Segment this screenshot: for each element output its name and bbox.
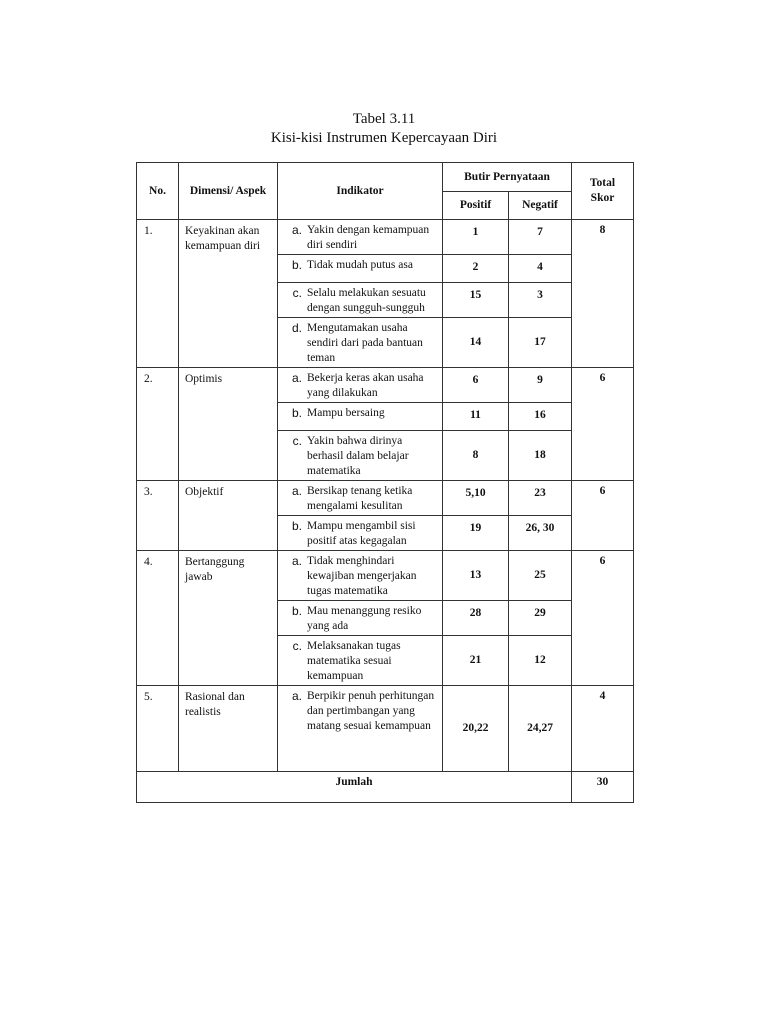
positif-value: 14 [443,318,509,368]
indicator-text: Bekerja keras akan usaha yang dilakukan [307,372,424,399]
indicator-cell [278,431,443,481]
indicator-letter: b. [291,406,302,420]
header-negatif: Negatif [509,192,572,220]
positif-value: 19 [443,516,509,551]
indicator-letter: d. [291,321,302,335]
jumlah-total: 30 [572,772,634,803]
header-no: No. [137,163,179,220]
indicator-cell [278,686,443,772]
negatif-value: 23 [509,481,572,516]
header-total-skor: Total Skor [572,163,634,220]
indicator-letter: a. [291,223,302,237]
table-row [137,551,634,601]
table-row [137,481,634,516]
header-butir-pernyataan: Butir Pernyataan [443,163,572,192]
indicator-text: Mampu bersaing [307,407,385,419]
indicator-text: Bersikap tenang ketika mengalami kesulitan [307,485,413,512]
negatif-value: 24,27 [509,686,572,772]
aspect-name: Objektif [179,481,278,551]
negatif-value: 4 [509,255,572,283]
total-skor-value: 6 [572,551,634,686]
positif-value: 1 [443,220,509,255]
indicator-cell [278,318,443,368]
indicator-letter: a. [291,554,302,568]
indicator-letter: a. [291,371,302,385]
indicator-text: Selalu melakukan sesuatu dengan sungguh-sungguh [307,287,426,314]
indicator-cell [278,516,443,551]
indicator-cell [278,368,443,403]
indicator-letter: b. [291,258,302,272]
indicator-letter: c. [292,434,302,448]
indicator-text: Tidak mudah putus asa [307,259,413,271]
negatif-value: 3 [509,283,572,318]
row-number: 4. [137,551,179,686]
indicator-letter: a. [291,484,302,498]
indicator-cell [278,283,443,318]
total-skor-value: 6 [572,368,634,481]
row-number: 2. [137,368,179,481]
negatif-value: 25 [509,551,572,601]
negatif-value: 9 [509,368,572,403]
indicator-text: Mampu mengambil sisi positif atas kegagalan [307,520,416,547]
indicator-cell [278,220,443,255]
negatif-value: 17 [509,318,572,368]
positif-value: 20,22 [443,686,509,772]
table-number: Tabel 3.11 [352,111,416,127]
indicator-letter: c. [292,286,302,300]
total-skor-value: 6 [572,481,634,551]
negatif-value: 26, 30 [509,516,572,551]
row-number: 5. [137,686,179,772]
indicator-text: Melaksanakan tugas matematika sesuai kemampuan [307,640,401,682]
aspect-name: Keyakinan akan kemampuan diri [179,220,278,368]
positif-value: 13 [443,551,509,601]
negatif-value: 7 [509,220,572,255]
positif-value: 21 [443,636,509,686]
header-indikator: Indikator [278,163,443,220]
positif-value: 28 [443,601,509,636]
table-title: Kisi-kisi Instrumen Kepercayaan Diri [270,130,498,146]
table-row [137,368,634,403]
indicator-cell [278,403,443,431]
jumlah-label: Jumlah [137,772,572,803]
positif-value: 15 [443,283,509,318]
indicator-letter: b. [291,519,302,533]
total-skor-value: 4 [572,686,634,772]
negatif-value: 16 [509,403,572,431]
indicator-text: Yakin bahwa dirinya berhasil dalam belajar matematika [307,435,409,477]
indicator-text: Yakin dengan kemampuan diri sendiri [307,224,430,251]
positif-value: 6 [443,368,509,403]
indicator-cell [278,551,443,601]
total-skor-value: 8 [572,220,634,368]
negatif-value: 18 [509,431,572,481]
indicator-letter: b. [291,604,302,618]
indicator-letter: c. [292,639,302,653]
indicator-text: Mengutamakan usaha sendiri dari pada bantuan teman [307,322,423,364]
negatif-value: 12 [509,636,572,686]
positif-value: 5,10 [443,481,509,516]
indicator-text: Mau menanggung resiko yang ada [307,605,422,632]
aspect-name: Rasional dan realistis [179,686,278,772]
indicator-cell [278,601,443,636]
aspect-name: Bertanggung jawab [179,551,278,686]
indicator-text: Tidak menghindari kewajiban mengerjakan tugas matematika [307,555,417,597]
positif-value: 2 [443,255,509,283]
table-body [137,220,634,772]
positif-value: 8 [443,431,509,481]
aspect-name: Optimis [179,368,278,481]
indicator-letter: a. [291,689,302,703]
negatif-value: 29 [509,601,572,636]
table-row [137,686,634,772]
indicator-text: Berpikir penuh perhitungan dan pertimbangan yang matang sesuai kemampuan [307,690,435,732]
indicator-cell [278,481,443,516]
row-number: 1. [137,220,179,368]
header-positif: Positif [443,192,509,220]
kisi-kisi-table [136,162,634,803]
positif-value: 11 [443,403,509,431]
indicator-cell [278,255,443,283]
indicator-cell [278,636,443,686]
header-aspek: Dimensi/ Aspek [179,163,278,220]
table-row [137,220,634,255]
row-number: 3. [137,481,179,551]
